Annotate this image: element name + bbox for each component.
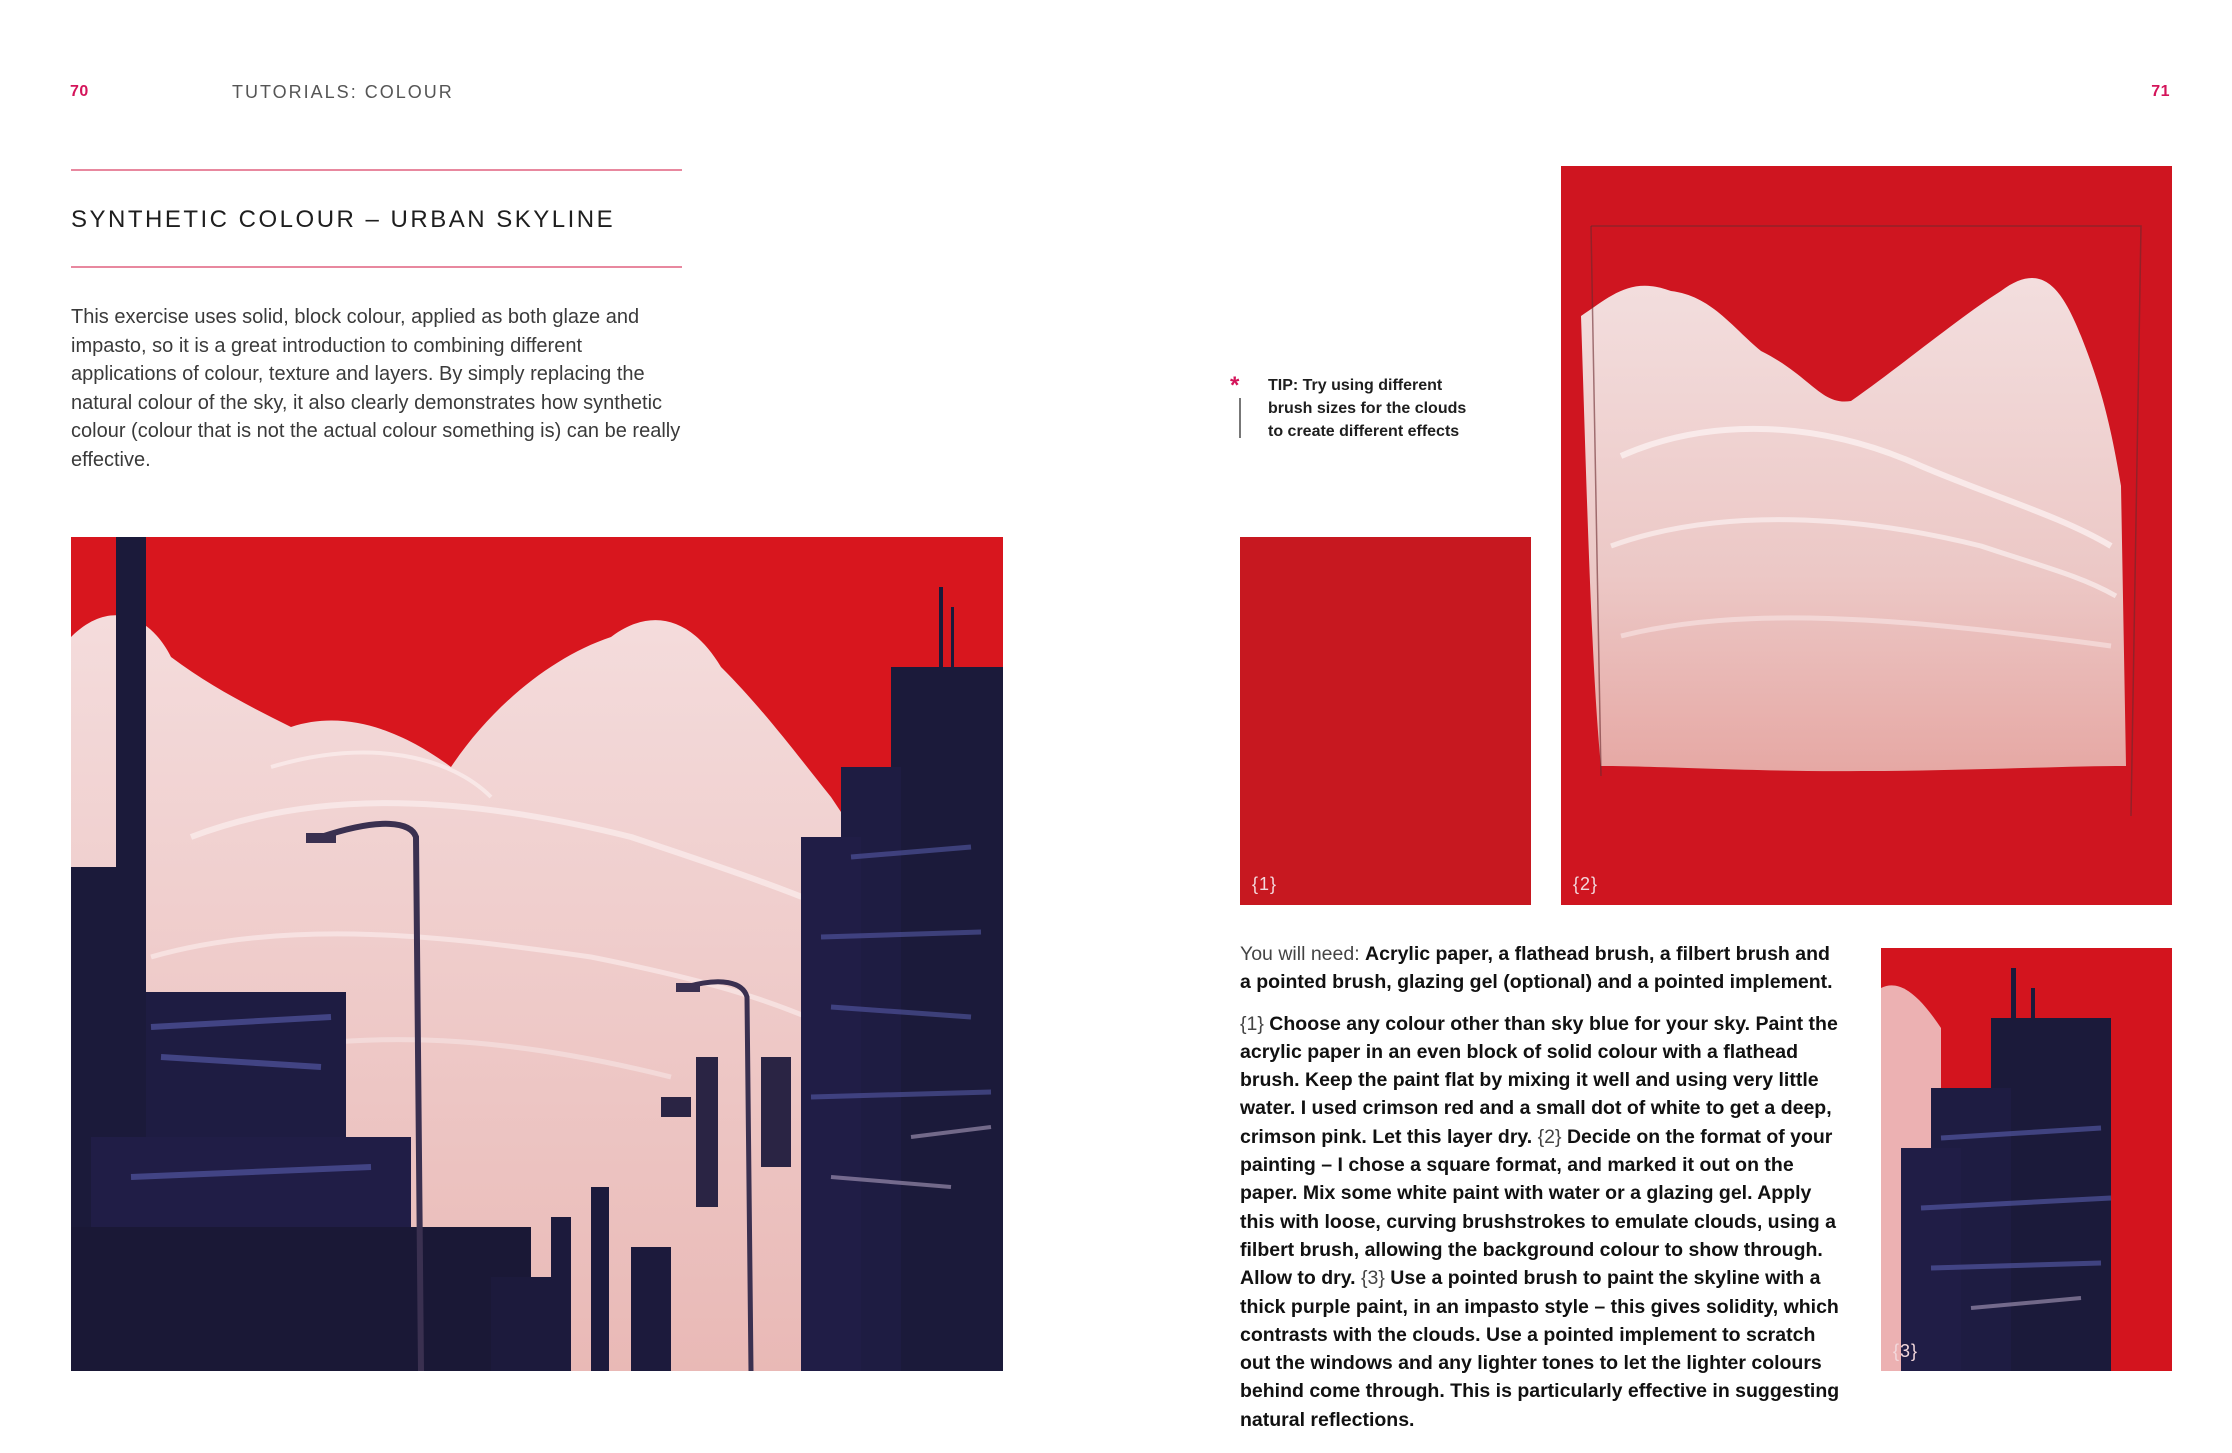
running-head: TUTORIALS: COLOUR	[232, 82, 454, 102]
materials-list	[1240, 940, 1840, 997]
step-2-label: {2}	[1573, 874, 1599, 894]
title-rule-top	[71, 169, 682, 171]
step-2-image	[1561, 166, 2172, 905]
tip-divider	[1239, 398, 1241, 438]
page-number-left: 70	[70, 83, 89, 100]
materials-lead: You will need:	[1240, 943, 1360, 965]
crimson-wash-graphic	[1240, 537, 1531, 905]
step-2-text: Decide on the format of your painting – I chose a square format, and marked it out on the paper. Mix some white paint with water or a glazing gel. Apply this with loose, curving brushstrokes to emulate clouds, using a filbert brush, allowing the background colour to show through. Allow to dry.	[1240, 1125, 1836, 1290]
tip-asterisk-icon: *	[1230, 372, 1240, 399]
step-1-image	[1240, 537, 1531, 905]
step-3-label: {3}	[1893, 1341, 1919, 1361]
step-3-text: Use a pointed brush to paint the skyline with a thick purple paint, in an impasto style – this gives solidity, which contrasts with the clouds. Use a pointed implement to scratch out the windows and any lighter tones to let the lighter colours behind come through. This is particularly effective in suggesting natural reflections.	[1240, 1267, 1840, 1431]
step-1-label: {1}	[1252, 874, 1278, 894]
step-3-ref: {3}	[1360, 1267, 1385, 1290]
tip-text: TIP: Try using different brush sizes for the clouds to create different effects	[1268, 377, 1467, 440]
skyline-painting-graphic	[71, 537, 1003, 1371]
skyline-detail-graphic	[1881, 948, 2172, 1371]
title-rule-bottom	[71, 266, 682, 268]
step-3-image	[1881, 948, 2172, 1371]
step-1-ref: {1}	[1240, 1012, 1264, 1035]
final-painting-image	[71, 537, 1003, 1371]
steps-paragraph	[1240, 1010, 1840, 1434]
intro-paragraph: This exercise uses solid, block colour, applied as both glaze and impasto, so it is a great introduction to combining different applications of colour, texture and layers. By simply replacing the natural colour of the sky, it also clearly demonstrates how synthetic colour (colour that is not the actual colour something is) can be really effective.	[71, 306, 681, 471]
cloud-glaze-graphic	[1561, 166, 2172, 905]
step-2-ref: {2}	[1537, 1125, 1562, 1148]
page-title: SYNTHETIC COLOUR – URBAN SKYLINE	[71, 206, 616, 233]
instructions-block	[1240, 940, 1840, 1447]
step-1-text: Choose any colour other than sky blue for your sky. Paint the acrylic paper in an even block of solid colour with a flathead brush. Keep the paint flat by mixing it well and using very little water. I used crimson red and a small dot of white to get a deep, crimson pink. Let this layer dry.	[1240, 1012, 1838, 1148]
materials-items: Acrylic paper, a flathead brush, a filbert brush and a pointed brush, glazing gel (optional) and a pointed implement.	[1240, 943, 1833, 994]
page-number-right: 71	[2151, 83, 2170, 100]
